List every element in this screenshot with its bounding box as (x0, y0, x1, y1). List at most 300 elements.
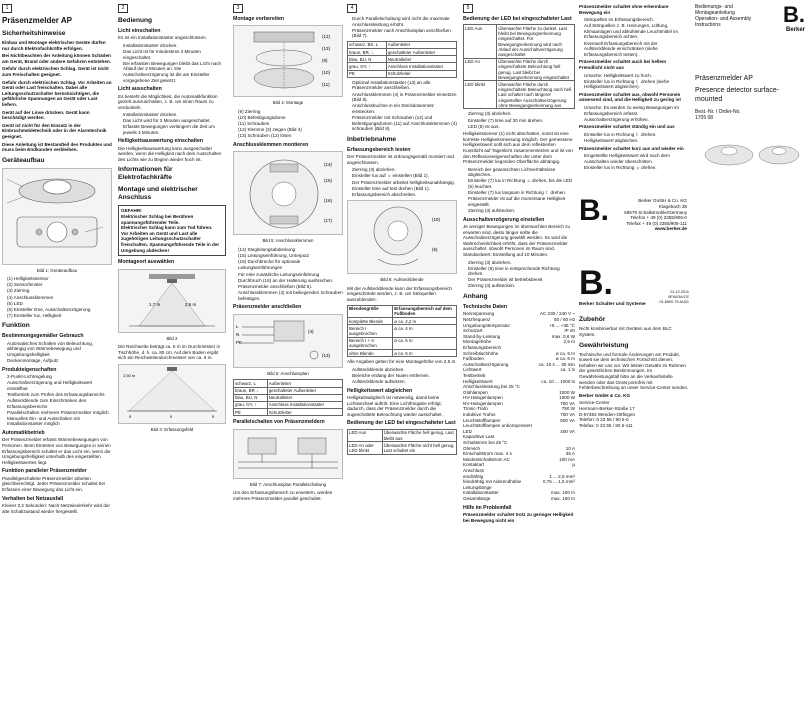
problem-list (579, 105, 689, 122)
doc-number: 01.12.2011 6F84/3A/CE 01.6900.79.AU01 (659, 290, 689, 304)
table-cell: LED An (464, 58, 497, 81)
table-row (234, 387, 343, 394)
table-cell: Schutzleiter (386, 70, 456, 77)
delay-heading: Ausschaltverzögerung einstellen (463, 216, 545, 223)
safety-para: Bei Nichtbeachten der Anleitung können Schäden am Gerät, Brand oder andere Gefahren entstehen. (2, 53, 112, 64)
accessories-heading: Zubehör (579, 316, 606, 324)
problem-list (579, 73, 689, 90)
column-3 (233, 4, 343, 716)
tech-value: ø ca. 6 m (555, 356, 575, 362)
placement-figure (118, 269, 226, 333)
callout-label: (16) (324, 198, 333, 204)
list-item: Einsteller lux in Richtung ☼ drehen. (584, 164, 657, 170)
website-link[interactable]: www.berker.de (654, 226, 687, 232)
grid-text: Kleiner 0,2 Sekunden: Nach Netzwiederkehr wird der alte Schaltzustand wieder hergestellt. (2, 502, 111, 514)
parallel-figure (233, 429, 343, 479)
list-item: Zierring (3) aufstecken. (468, 283, 516, 289)
tech-data-list (463, 311, 575, 501)
device-figure (2, 168, 112, 265)
list-item: Aufsteckblende zum Einschränken des Erfassungsbereichs (7, 398, 87, 409)
detection-figure (118, 364, 226, 424)
table-cell: geschalteter Außenleiter (386, 49, 456, 56)
scale-label: 5 (129, 413, 132, 419)
figure-caption: Bild 6: Anschlussplan (267, 370, 309, 376)
tech-key: Induktive Trafos (463, 412, 496, 418)
table-cell: Anschluss Installationstaster (267, 401, 342, 408)
list-item: Zierring (3) aufstecken. (468, 207, 516, 213)
order-label: Best.-Nr. / Order-No. (695, 109, 741, 115)
tech-key: NV-Halogenlampen (463, 400, 503, 406)
order-number: 1705 08 (695, 114, 714, 121)
tech-key: Kapazitive Last (463, 434, 495, 440)
callout-label: (5) (432, 247, 438, 253)
table-cell: Neutralleiter (267, 394, 342, 401)
wire-label: L (236, 323, 239, 329)
list-item: Einsteller (7) lux in Richtung ☼ drehen, bis die LED (5) leuchtet. (468, 178, 573, 190)
table-row (348, 318, 457, 325)
column-7-cover (695, 4, 805, 716)
table-cell: blau, BU, N (348, 56, 387, 63)
list-item: Durch Parallelschaltung wird nicht die maximale Anschlussleistung erhöht. (352, 16, 450, 27)
warranty-text: Technische und formale Änderungen am Produkt, soweit sie dem technischen Fortschritt dienen, behalten wir uns vor. Wir leisten Gewähr im Rahmen der gesetzlichen Bestimmungen. Im Gewährleistungsfall bitte an die Verkaufsstelle wenden oder das Gerät portofrei mit Fehlerbeschreibung an unser Service-Center senden. (579, 351, 689, 391)
table-cell: blau, BU, N (234, 394, 268, 401)
problems-heading: Hilfe im Problemfall (463, 504, 512, 511)
legend-list (233, 109, 343, 139)
tech-key: Umgebungstemperatur (463, 322, 510, 328)
berker-logo-large: B. (579, 264, 613, 303)
table-row (464, 58, 575, 81)
table-cell: Überwachte Fläche zu dunkel. Last bleibt bei Bewegungserkennung eingeschaltet. Für Bewegungserkennung wird nach Ablauf der Ausschaltverzögerung ausgeschaltet (497, 25, 575, 58)
table-cell: LED Aus (464, 25, 497, 58)
company-name: Berker GmbH & Co. KG (638, 198, 687, 204)
list-item: Helligkeitswert abgleichen. (584, 137, 639, 143)
safety-para: Gefahr durch elektrischen Schlag. Gerät ist nicht zum Freischalten geeignet. (2, 66, 109, 77)
features-heading: Produkteigenschaften (2, 366, 57, 373)
legend-item: (11) Schrauben (238, 121, 270, 127)
table-cell: Überwachte Fläche durch eingeschaltete Beleuchtung hell genug. Last bleibt bei Bewegungserkennung eingeschaltet (497, 58, 575, 81)
address-line: Telefon: 0 23 55 / 90 5-0 (579, 417, 629, 423)
blend-text: Mit der Aufsteckblende kann der Erfassungsbereich eingeschränkt werden, z. B. um Störquellen auszublenden. (347, 285, 452, 303)
list-item: Einsteller lux in Richtung ☾ drehen. (584, 131, 657, 137)
table-cell: ohne Blende (348, 350, 393, 357)
list-item: Ursache: Helligkeitswert zu hoch. (584, 72, 652, 78)
tech-value: max. 0,6 W (551, 333, 575, 339)
legend-item: (9) Zierring (238, 109, 261, 114)
column-6 (579, 4, 689, 716)
legend-item: (16) Durchbrüche für optionale Leitungseinführungen (238, 259, 301, 270)
mounting-drawing (234, 26, 342, 96)
safety-heading: Sicherheitshinweise (2, 30, 66, 37)
on-heading: Licht einschalten (118, 28, 161, 34)
address-line: Telefax: 0 23 55 / 90 5-111 (579, 422, 633, 428)
scale-label: 2,50 m (123, 372, 136, 378)
tech-value: ca. 1 lx (560, 367, 575, 373)
column-5 (463, 4, 575, 716)
brightness-heading: Helligkeitsauswertung einschalten (118, 138, 204, 145)
table-row (348, 442, 457, 454)
list-item: Einsteller lux auf ☼ einstellen (Bild 1). (352, 173, 429, 179)
tech-key: LED (463, 428, 472, 434)
doc-type-line: Bedienungs- und Montageanleitung (695, 4, 735, 16)
list-item: Für eine zusätzliche Leitungseinführung Durchbruch (16) an der Halterung ausbrechen. (238, 272, 334, 283)
tech-key: Anschluss (463, 468, 484, 474)
table-row (348, 63, 457, 70)
callout-label: (17) (324, 218, 333, 224)
callout-label: (13) (322, 352, 331, 358)
list-item: Anschlussklemmen (4) mit beiliegenden Schrauben befestigen. (238, 290, 343, 301)
list-item: Deckenmontage, Aufputz (7, 358, 59, 364)
blend-table (347, 305, 457, 358)
mount-prep-heading: Montage vorbereiten (233, 16, 285, 22)
list-item: Automatisches Schalten von Beleuchtung, abhängig von Wärmebewegung und Umgebungshelligkeit (7, 340, 94, 358)
table-cell: ø ca. 4 m (393, 325, 457, 337)
product-image (695, 129, 805, 173)
tech-value: 750 VA (560, 412, 575, 418)
spacer (579, 172, 689, 196)
table-row (348, 41, 457, 48)
on-list (118, 43, 226, 83)
legend-item: (2) Sensorfenster (7, 282, 43, 288)
legend-item: (15) Leitungseinführung, Unterputz (238, 253, 309, 259)
tech-key: Helligkeitswert (463, 378, 493, 384)
page-number: 5 (463, 4, 473, 13)
table-cell: schwarz, BK, L (348, 41, 387, 48)
tech-key: Lichtwert (463, 367, 482, 373)
table-cell: schwarz, L (234, 380, 268, 387)
list-item: Einsteller time auf test drehen (Bild 1). (352, 185, 430, 191)
legend-item: (3) Zierring (7, 288, 30, 294)
brand-tagline: Berker Schalter und Systeme (579, 302, 646, 308)
appendix-heading: Anhang (463, 292, 488, 300)
company-address (623, 198, 687, 232)
table-cell: Überwachte Fläche durch eingeschaltete Beleuchtung nach hell. Last schaltet nach längerer eingestellter Ausschaltverzögerung ohne Bewegungserkennung aus (497, 81, 575, 109)
tech-key: Leuchtstofflampen unkompensiert (463, 423, 532, 429)
callout-label: (14) (324, 162, 333, 168)
wire-table (347, 41, 457, 78)
tech-key: Erfassungsbereich (463, 344, 502, 350)
tech-key: Gesamtlänge (463, 495, 491, 501)
intended-list (2, 341, 112, 364)
detection-drawing (119, 365, 225, 423)
parallel-heading: Funktion paralleler Präsenzmelder (2, 468, 87, 475)
tech-value: 50 / 60 Hz (554, 316, 575, 322)
tech-value: max. 100 m (551, 495, 575, 501)
parallel-drawing (234, 430, 342, 478)
steps-list (463, 111, 575, 129)
callout-label: (15) (324, 178, 333, 184)
bright-heading: Helligkeitswert abgleichen (347, 387, 413, 394)
tech-value: 750 W (561, 406, 575, 412)
callout-label: (12) (322, 34, 331, 40)
list-item: Der Präsenzmelder arbeitet helligkeitsunabhängig. (352, 179, 455, 185)
berker-logo: B. (783, 4, 805, 27)
list-item: 2-Punkt-Lichtregelung (7, 374, 52, 380)
delay-list (463, 260, 575, 289)
off-heading: Licht ausschalten (118, 86, 162, 93)
table-cell: Bereich I + II ausgebrochen (348, 337, 393, 349)
tech-key: Tronic-Trafo (463, 406, 488, 412)
tech-value: ca. 10 s ... 30 min (538, 361, 575, 367)
tech-key: Nennspannung (463, 311, 495, 317)
tech-key: Leitungslänge (463, 484, 492, 490)
connect2-heading: Präsenzmelder anschließen (233, 304, 302, 311)
company-block (579, 196, 689, 256)
problems-text: Präsenzmelder schaltet trotz zu geringer Helligkeit bei Bewegung nicht ein (463, 511, 574, 523)
blend-drawing (348, 201, 456, 273)
callout-label: (10) (322, 70, 331, 76)
electrician-heading: Informationen für Elektrofachkräfte (118, 166, 173, 182)
figure-caption: Bild 3: Erfassungsfeld (150, 426, 194, 432)
tech-value: 500 VA (560, 417, 575, 423)
tech-value: AC 230 / 240 V ~ (539, 311, 575, 317)
list-item: Testbetrieb zum Prüfen des Erfassungsbereichs (7, 391, 105, 397)
device-heading: Geräteaufbau (2, 156, 45, 164)
dim-label: 2,5 m (185, 301, 197, 307)
off-list (118, 112, 226, 135)
page-number: 4 (347, 4, 357, 13)
auto-heading: Automatikbetrieb (2, 429, 45, 436)
problem-list (579, 132, 689, 144)
list-item: Zierring (3) abziehen. (468, 111, 512, 117)
tech-key: Fußboden (463, 356, 484, 362)
off-text: Es besteht die Möglichkeit, die Automatikfunktion gezielt auszuschalten, z. B. um einen Raum zu verdunkeln. (118, 93, 218, 110)
led-table-heading: Bedienung der LED bei eingeschalteter Last (347, 420, 456, 427)
cover-title-en: Presence detector surface-mounted (695, 87, 780, 103)
warranty-heading: Gewährleistung (579, 341, 629, 349)
delay-text: Je weniger Bewegungen im überwachten Bereich zu erwarten sind, desto länger sollte die Ausschaltverzögerung gewählt werden. So wird die Wahrscheinlichkeit erhöht, dass der Präsenzmelder ausschaltet, obwohl Personen im Raum sind. Standardwert: Einstellung auf 10 Minuten. (463, 223, 570, 257)
tech-value: max. 100 m (551, 490, 575, 496)
table-cell: LED An oder LED blinkt (348, 442, 383, 454)
problem-title: Präsenzmelder schaltet kurz aus und wieder ein (579, 145, 684, 151)
tech-key: eindrähtig (463, 473, 484, 479)
top-list (347, 16, 457, 39)
table-cell: Überwachte Fläche nicht hell genug. Last schaltet ein (383, 442, 455, 453)
list-item: Einsteller (7) lux langsam in Richtung ☾ drehen. (468, 190, 567, 196)
spacer (695, 44, 805, 74)
mounting-figure (233, 25, 343, 97)
placement-drawing (119, 270, 225, 332)
list-item: Zierring (3) abziehen. (352, 167, 396, 173)
tech-key: Glühlampen (463, 389, 488, 395)
table-row (464, 81, 575, 109)
brightness-text: Die Helligkeitsauswertung kann ausgeschaltet werden, wenn die Helligkeit nach dem Ausschalten des Lichts wie zu Beginn wieder hoch ist. (118, 145, 222, 162)
tech-key: Montagehöhe (463, 339, 492, 345)
callout-label: (9) (322, 58, 328, 64)
placement-text: Die Reichweite beträgt ca. 5 m im Durchmesser in Tischhöhe, d. h. ca. 80 cm. Auf dem Boden ergibt sich ein Reichweitendurchmesser von ca. 6 m. (118, 344, 221, 361)
page-number: 1 (2, 4, 12, 13)
list-item: Anschlussklemmen (4) in Präsenzmelder einsetzen (Bild 8). (352, 91, 457, 103)
table-cell: braun, BR ↓ (234, 387, 268, 394)
tech-key: Schreibtischhöhe (463, 350, 499, 356)
figure-caption: Bild 4: Montage (272, 100, 304, 106)
bright-text: Helligkeitssensor (1) nicht abschatten, sonst ist eine korrekte Helligkeitsmessung möglich. Der gemessene Helligkeitswert sollt sich aus dem reflektierten Kunstlicht auf Tageslicht zusammensetzen und ist von den Reflexionseigenschaften der unter dem Präsenzmelder liegenden Oberfläche abhängig. (463, 131, 573, 165)
table-cell: ø ca. 5 m (393, 337, 457, 349)
tech-value: 1 ... 2,5 mm² (549, 473, 575, 479)
problem-list (579, 153, 689, 170)
detect-heading: Erfassungsbereich testen (347, 146, 411, 153)
table-cell: ø ca. 2,2 m (393, 318, 457, 325)
wire-label: N (236, 331, 240, 337)
tech-key: Anschlussleistung bei 25 °C (463, 384, 520, 390)
list-item: Einsteller (7) time auf 30 min drehen. (468, 117, 544, 123)
steps-list (233, 272, 343, 301)
tech-key: Testbetrieb (463, 372, 486, 378)
safety-para: Gerät ist nicht für den Einsatz in der Einbruchmeldetechnik oder in der Alarmtechnik geeignet. (2, 122, 107, 139)
blend-note: Alle Angaben gelten für eine Montagehöhe von 2,5 m (347, 359, 456, 365)
page-number: 2 (118, 4, 128, 13)
wire-label: PE (236, 339, 243, 345)
address-line: Service-Center (579, 400, 610, 406)
table-row (234, 380, 343, 387)
list-item: Optional Installationstaster (13) an alle Präsenzmelder anschließen. (352, 79, 431, 91)
auto-text: Der Präsenzmelder erfasst Wärmebewegungen von Personen. Beim Eintreten von Bewegungen in seinen Erfassungsbereich schaltet er das Licht ein, wenn die Umgebungshelligkeit unterhalb des eingestellten Helligkeitswertes liegt. (2, 437, 111, 465)
table-cell: geschalteter Außenleiter (267, 387, 342, 394)
table-cell: PE (234, 409, 268, 416)
grid-heading: Verhalten bei Netzausfall (2, 495, 64, 502)
address-line: 58579 Schalksmühle/Germany (624, 209, 687, 215)
commissioning-heading: Inbetriebnahme (347, 135, 397, 143)
legend-item: (4) Anschlussklemmen (7, 294, 54, 300)
tech-key: Ohmsch (463, 445, 481, 451)
list-item: Manuelles Ein- und Ausschalten mit Installationstaster möglich (7, 415, 80, 427)
table-cell: ø ca. 6 m (393, 350, 457, 357)
legend-item: (14) Stegleitungsabdeckung (238, 246, 296, 252)
scale-label: 0 (170, 413, 173, 419)
operation-heading: Bedienung (118, 17, 153, 24)
tech-key: Mindestschaltstrom AC (463, 456, 510, 462)
cover-product-images (695, 129, 805, 175)
problem-title: Präsenzmelder schaltet ohne erkennbare Bewegung ein (579, 4, 669, 15)
detect-text: Der Präsenzmelder ist ordnungsgemäß montiert und angeschlossen. (347, 154, 454, 165)
list-item: LED (5) ist aus. (468, 123, 500, 129)
tech-value: 100 mA (559, 456, 575, 462)
features-list (2, 374, 112, 427)
accessories-text: Nicht kombinierbar mit Geräten aus dem BLC System. (579, 326, 672, 338)
table-cell: Neutralleiter (386, 56, 456, 63)
tech-value: 35 A (565, 451, 575, 457)
table-cell: Schutzleiter (267, 409, 342, 416)
tech-value: ø ca. 5 m (555, 350, 575, 356)
column-4 (347, 4, 457, 716)
safety-para: Gerät auf der Linse drücken. Gerät kann beschädigt werden. (2, 109, 90, 121)
table-cell: Bereich I ausgebrochen (348, 325, 393, 337)
list-item: Einsteller (6) time in entsprechende Richtung drehen. (468, 265, 560, 277)
table-row (234, 409, 343, 416)
tech-key: Kontaktart (463, 462, 484, 468)
dim-label: 1,7 m (149, 301, 161, 307)
blend-list (347, 367, 457, 385)
table-cell: komplette Blende (348, 318, 393, 325)
table-cell: Überwachte Fläche hell genug. Last bleibt aus (382, 429, 456, 441)
callout-label: (11) (322, 82, 330, 88)
brand-name: Berker (785, 27, 805, 33)
table-row (464, 25, 575, 58)
tech-row (463, 496, 575, 502)
list-item: Parallelschalten mehrerer Präsenzmelder möglich (7, 409, 109, 415)
berker-logo: B. (579, 194, 609, 228)
callout-label: (18) (432, 217, 441, 223)
list-item: Erfassungsbereich abschreiten. (352, 191, 417, 197)
warning-line: Elektrischer Schlag kann zum Tod führen. (121, 225, 213, 231)
tech-key: Netzfrequenz (463, 316, 491, 322)
steps-list (347, 80, 457, 132)
warning-line: Vor Arbeiten an Gerät und Last alle zugehörigen Leitungsschutzschalter freischalten. Spannungsführende Teile in der Umgebung abdecken! (121, 230, 220, 253)
figure-caption: Bild 1: Geräteaufbau (36, 267, 78, 273)
table-cell: Blendengröße (348, 305, 393, 317)
parallel-text: Parallelgeschaltete Präsenzmelder arbeiten gleichberechtigt. Jeder Präsenzmelder schaltet bei Erfassen einer Bewegung das Licht ein. (2, 475, 105, 492)
device-drawing (3, 169, 111, 264)
legend-item: (10) Befestigungsdome (238, 115, 286, 121)
page-number: 3 (233, 4, 243, 13)
list-item: Das Licht wird für 3 Minuten ausgeschaltet. Erfasste Bewegungen verlängern die Zeit um jeweils 3 Minuten. (123, 118, 215, 135)
doc-type-line: Operation- and Assembly Instructions (695, 16, 752, 28)
on-text: Es ist ein Installationstaster angeschlossen. (118, 35, 207, 41)
table-row (234, 401, 343, 408)
safety-para: Einbau und Montage elektrischer Geräte dürfen nur durch Elektrofachkräfte erfolgen. (2, 40, 106, 51)
legend-list (2, 276, 112, 318)
list-item: Aufsteckblende aufsetzen. (352, 379, 406, 385)
figure-caption: Bild 7: Anschlussplan Parallelschaltung (249, 481, 327, 487)
problem-title: Präsenzmelder schaltet auch bei hellem Fremdlicht nicht aus (579, 59, 667, 70)
list-item: Präsenzmelder mit Schrauben (12) und Befestigungsdomen (11) auf Anschlussklemmen (4) schrauben (Bild 8). (352, 114, 457, 132)
table-cell: LED blinkt (464, 81, 497, 109)
list-item: Zierring (3) abziehen. (468, 259, 512, 265)
list-item: Auf Störquellen z. B. Heizungen, Lüftung, Klimaanlagen und abkühlende Leuchtmittel im Erfassungsbereich achten. (584, 23, 678, 40)
list-item: Installationstaster drücken. (123, 43, 178, 48)
tech-value: 2,5 m (563, 339, 575, 345)
legend-item: (6) Einsteller time, Ausschaltverzögerung (7, 306, 91, 312)
legend-item: (13) Schrauben (12) lösen (238, 133, 292, 139)
led-table-heading: Bedienung der LED bei eingeschalteter Last (463, 16, 572, 22)
tech-value: 1000 W (559, 395, 575, 401)
figure-caption: Bild 2 (166, 335, 178, 341)
address-line: Telefax + 49 (0) 2355/905-111 (626, 220, 687, 226)
address-line: D-57482 Wenden-Ottfingen (579, 411, 636, 417)
safety-para: Gefahr durch elektrischen Schlag. Vor Arbeiten an Gerät oder Last freischalten. Dabei alle Leitungsschutzschalter berücksichtigen, die gefährliche Spannungen an Gerät oder Last liefern. (2, 79, 112, 107)
legend-item: (7) Einsteller lux, Helligkeit (7, 312, 62, 318)
tech-key: feindrähtig mit Aderendhülse (463, 479, 522, 485)
tech-value: +5 ... +35 °C (549, 322, 575, 328)
list-item: Das Licht ist für mindestens 2 Minuten eingeschaltet. (123, 49, 201, 60)
list-item: Präsenzmelder nach Anschlussplan anschließen (Bild 7). (352, 27, 451, 39)
list-item: Einsteller lux in Richtung ☾ drehen (siehe Helligkeitswert abgleichen). (584, 78, 670, 90)
address-line: Telefon + 49 (0) 2355/905-0 (630, 215, 687, 221)
table-row (234, 394, 343, 401)
blend-figure (347, 200, 457, 274)
steps-list (463, 167, 575, 214)
problem-title: Präsenzmelder schaltet ständig ein und aus (579, 124, 675, 130)
callout-label: (4) (308, 328, 314, 334)
figure-caption: Bild 5: Anschlussklemmen (262, 238, 314, 244)
tech-value: 400 VA (560, 428, 575, 434)
column-1 (2, 4, 112, 716)
danger-warning (118, 205, 226, 256)
table-cell: PE (348, 70, 387, 77)
callout-label: (13) (322, 46, 331, 52)
wiring-figure (233, 314, 343, 368)
parallel-heading: Parallelschalten von Präsenzmeldern (233, 419, 325, 426)
table-cell: grau, GY, ↑ (348, 63, 387, 70)
service-address (579, 400, 689, 428)
function-heading: Funktion (2, 322, 30, 330)
table-cell: Außenleiter (386, 41, 456, 48)
list-item: Bereiche entlang der Nuten entfernen. (352, 372, 430, 378)
table-cell: Außenleiter (267, 380, 342, 387)
table-row (348, 350, 457, 357)
address-line: Hermann-Berker-Straße 17 (579, 405, 635, 411)
list-item: Präsenzmelder ist auf die momentane Helligkeit eingestellt. (468, 196, 566, 207)
list-item: Störquellen im Erfassungsbereich. (584, 17, 654, 23)
